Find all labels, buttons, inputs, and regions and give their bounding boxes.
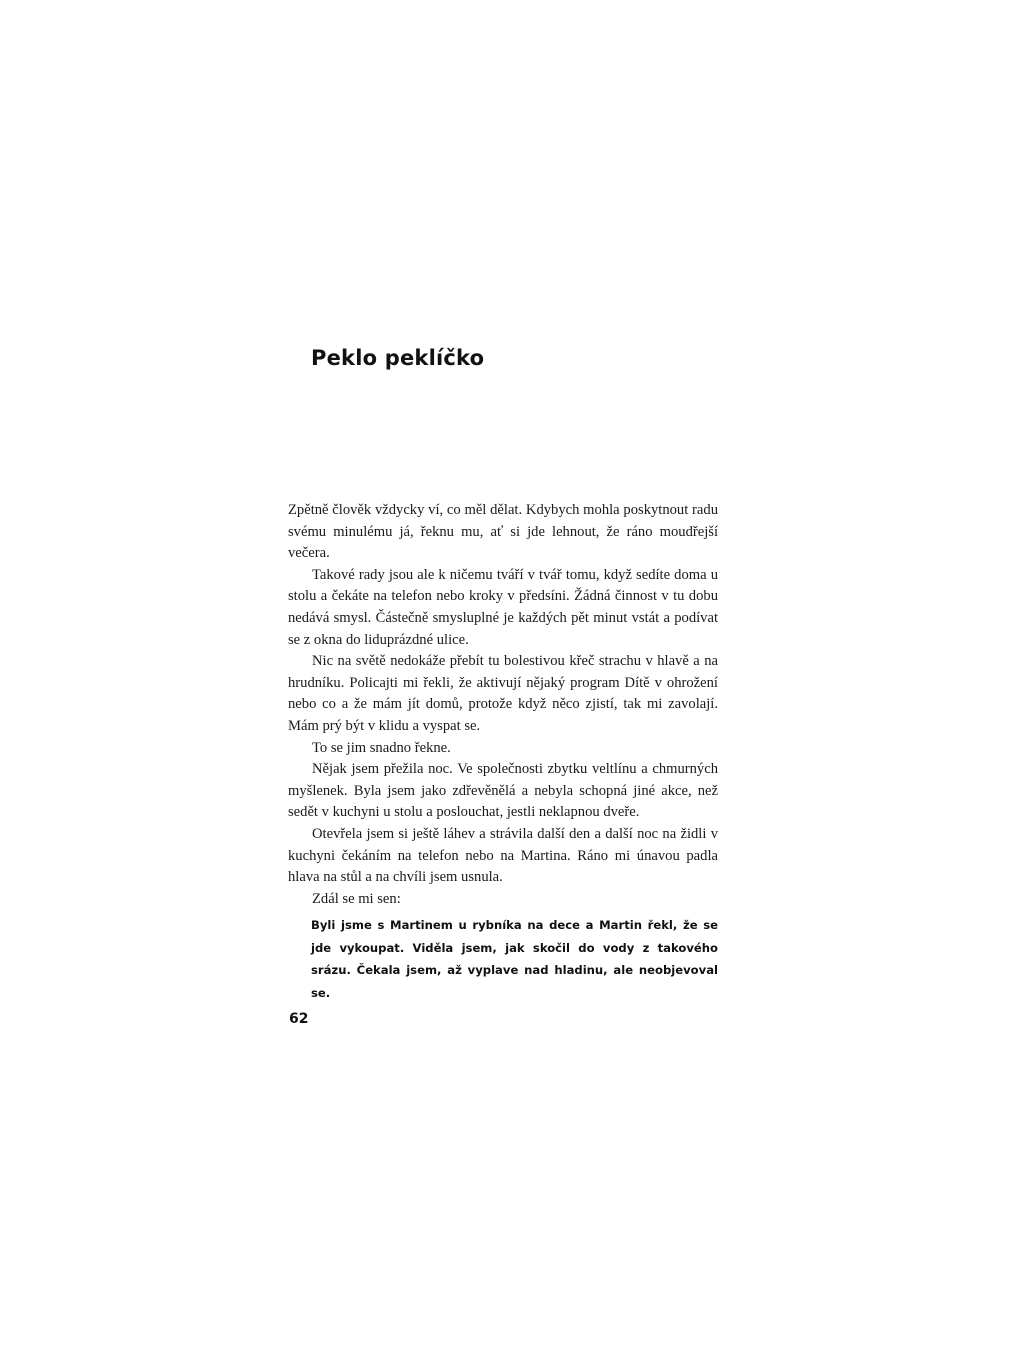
paragraph: Nic na světě nedokáže přebít tu bolestivou křeč strachu v hlavě a na hrudníku. Policajti mi řekli, že aktivují nějaký program Dítě v ohrožení nebo co a že mám jít domů, protože když něco zjistí, tak mi zavolají. Mám prý být v klidu a vyspat se. bbox=[288, 653, 718, 734]
dream-passage: Byli jsme s Martinem u rybníka na dece a Martin řekl, že se jde vykoupat. Viděla jsem, jak skočil do vody z takového srázu. Čekala jsem, až vyplave nad hladinu, ale neobjevoval se. bbox=[311, 918, 718, 1000]
page-number: 62 bbox=[289, 1011, 309, 1027]
body-text bbox=[288, 500, 718, 910]
paragraph: Otevřela jsem si ještě láhev a strávila další den a další noc na židli v kuchyni čekáním na telefon nebo na Martina. Ráno mi únavou padla hlava na stůl a na chvíli jsem usnula. bbox=[288, 825, 718, 886]
paragraph: Takové rady jsou ale k ničemu tváří v tvář tomu, když sedíte doma u stolu a čekáte na telefon nebo kroky v předsíni. Žádná činnost v tu dobu nedává smysl. Částečně smysluplné je každých pět minut vstát a podívat se z okna do liduprázdné ulice. bbox=[288, 566, 718, 648]
chapter-title: Peklo peklíčko bbox=[311, 346, 485, 370]
paragraph: Nějak jsem přežila noc. Ve společnosti zbytku veltlínu a chmurných myšlenek. Byla jsem jako zdřevěnělá a nebyla schopná jiné akce, než sedět v kuchyni u stolu a poslouchat, jestli neklapnou dveře. bbox=[288, 761, 718, 821]
paragraph: Zdál se mi sen: bbox=[312, 890, 401, 907]
paragraph: Zpětně člověk vždycky ví, co měl dělat. Kdybych mohla poskytnout radu svému minulému já, řeknu mu, ať si jde lehnout, že ráno moudřejší večera. bbox=[288, 502, 718, 562]
paragraph: To se jim snadno řekne. bbox=[312, 739, 451, 756]
